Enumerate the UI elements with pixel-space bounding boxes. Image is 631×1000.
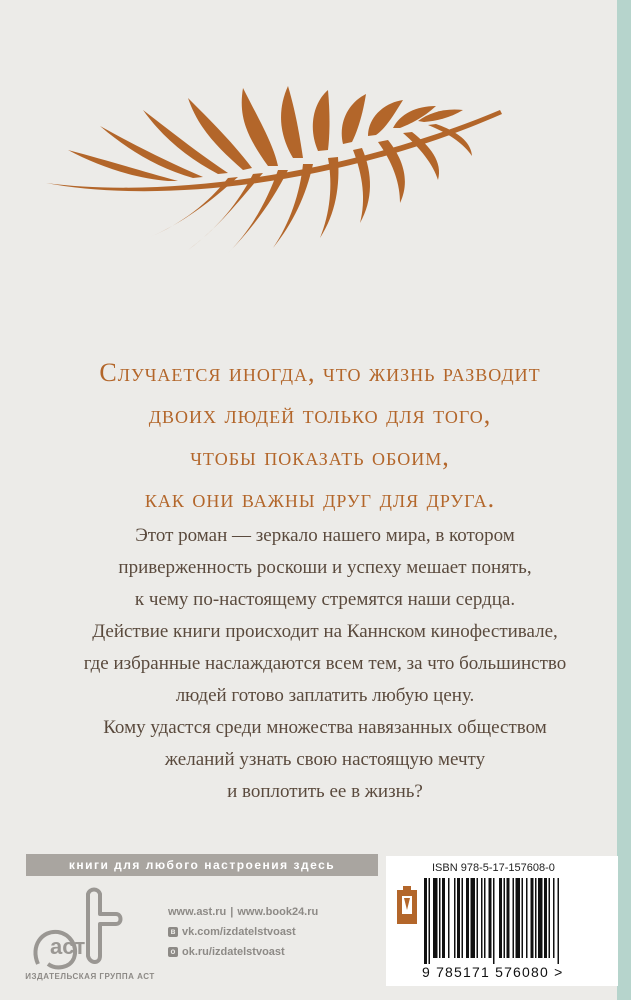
description-line: приверженность роскоши и успеху мешает понять, — [118, 557, 532, 578]
barcode-bar — [553, 878, 555, 958]
barcode-bar — [507, 878, 510, 958]
barcode-bar — [504, 878, 506, 958]
barcode-bar — [526, 878, 528, 958]
barcode-bar — [424, 878, 427, 964]
palm-leaf-icon — [38, 78, 508, 268]
barcode-bar — [516, 878, 521, 958]
barcode-bar — [433, 878, 438, 958]
link-separator: | — [230, 906, 234, 918]
description-line: и воплотить ее в жизнь? — [227, 781, 423, 802]
quote-line: Случается иногда, что жизнь разводит — [99, 358, 541, 387]
description-line: где избранные наслаждаются всем тем, за что большинство — [83, 653, 567, 674]
logo-text: аст — [50, 934, 86, 959]
site-link-ast[interactable]: www.ast.ru — [168, 906, 227, 918]
barcode-bar — [448, 878, 450, 958]
barcode-bar — [471, 878, 476, 958]
publisher-lantern-icon — [394, 886, 420, 926]
ok-link[interactable]: ok.ru/izdatelstvoast — [182, 946, 285, 958]
barcode-bar — [442, 878, 445, 958]
barcode-bar — [481, 878, 483, 958]
vk-link[interactable]: vk.com/izdatelstvoast — [182, 926, 296, 938]
barcode-bar — [429, 878, 431, 964]
barcode-digits: 9 785171 576080 > — [422, 964, 564, 980]
barcode-bar — [457, 878, 460, 958]
barcode-icon — [424, 878, 612, 964]
logo-caption: ИЗДАТЕЛЬСКАЯ ГРУППА АСТ — [25, 972, 155, 981]
barcode-bar — [538, 878, 543, 958]
barcode-bar — [462, 878, 464, 958]
barcode-bar — [549, 878, 551, 958]
barcode-box — [386, 856, 618, 986]
tagline-banner: книги для любого настроения здесь — [26, 854, 378, 876]
barcode-bar — [484, 878, 486, 958]
site-link-book24[interactable]: www.book24.ru — [237, 906, 319, 918]
barcode-bar — [558, 878, 560, 964]
barcode-bar — [439, 878, 441, 958]
quote-block — [40, 352, 600, 520]
barcode-bar — [477, 878, 479, 958]
description-line: Действие книги происходит на Каннском кинофестивале, — [92, 621, 558, 642]
spine-strip — [617, 0, 631, 1000]
barcode-bar — [466, 878, 469, 958]
description-line: Этот роман — зеркало нашего мира, в котором — [135, 525, 515, 546]
ok-icon: о — [168, 947, 178, 957]
description-line: людей готово заплатить любую цену. — [175, 685, 475, 706]
description-line: Кому удастся среди множества навязанных обществом — [103, 717, 547, 738]
description-block — [60, 520, 590, 808]
barcode-bar — [454, 878, 456, 958]
quote-line: как они важны друг для друга. — [144, 484, 496, 513]
vk-icon: в — [168, 927, 178, 937]
description-line: желаний узнать свою настоящую мечту — [164, 749, 486, 770]
ast-logo — [28, 884, 148, 984]
quote-line: чтобы показать обоим, — [190, 442, 450, 471]
barcode-bar — [513, 878, 515, 958]
description-line: к чему по-настоящему стремятся наши сердца. — [134, 589, 516, 610]
barcode-bar — [544, 878, 547, 958]
barcode-bar — [499, 878, 502, 958]
isbn-text: ISBN 978-5-17-157608-0 — [432, 862, 555, 874]
barcode-bar — [531, 878, 534, 958]
publisher-links — [168, 902, 318, 962]
quote-line: двоих людей только для того, — [148, 400, 492, 429]
barcode-bar — [535, 878, 537, 958]
barcode-bar — [522, 878, 524, 958]
barcode-bar — [489, 878, 492, 958]
barcode-bar — [493, 878, 495, 964]
